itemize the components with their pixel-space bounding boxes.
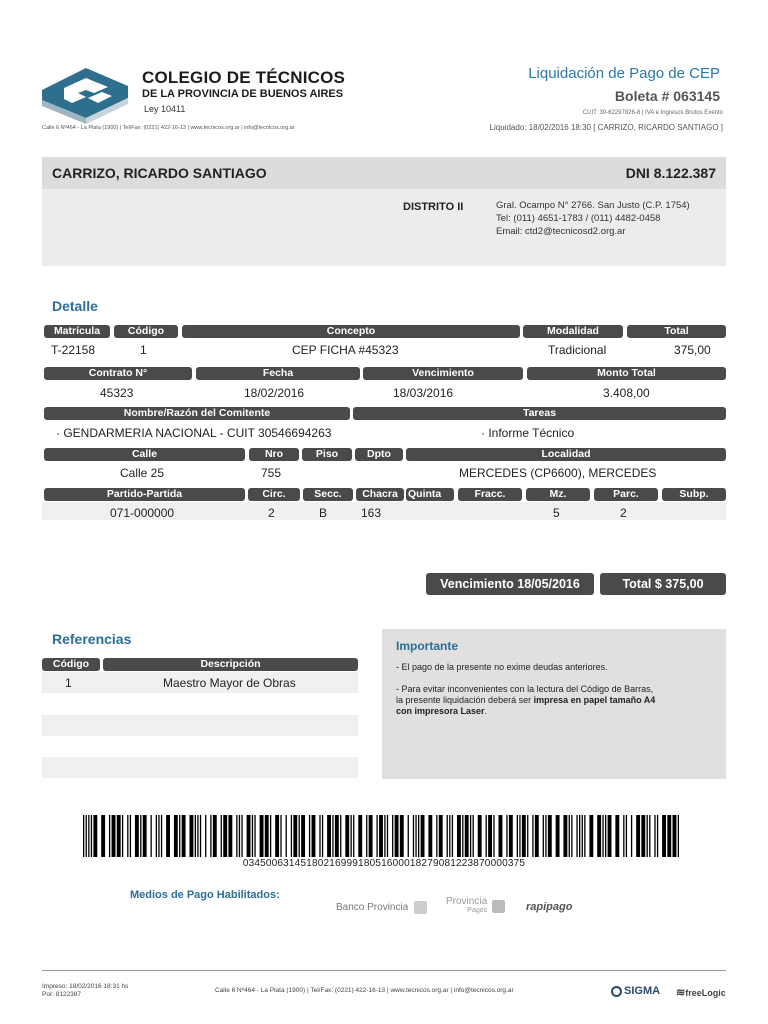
importante-line-2e: . — [484, 706, 488, 716]
barcode-bar — [327, 815, 331, 857]
barcode-bar — [473, 815, 474, 857]
barcode-bar — [166, 815, 170, 857]
ref-empty-row — [42, 715, 358, 736]
td-localidad: MERCEDES (CP6600), MERCEDES — [459, 466, 657, 480]
importante-line-2 — [396, 684, 696, 717]
barcode-bar — [197, 815, 198, 857]
barcode-bar — [280, 815, 281, 857]
th-monto-total: Monto Total — [527, 367, 726, 380]
th-circ: Circ. — [248, 488, 300, 501]
barcode-bar — [449, 815, 450, 857]
barcode-bar — [493, 815, 494, 857]
org-law: Ley 10411 — [144, 104, 186, 114]
barcode-bar — [673, 815, 677, 857]
barcode-bar — [379, 815, 383, 857]
barcode-bar — [589, 815, 593, 857]
ref-empty-row — [42, 757, 358, 778]
th-chacra: Chacra — [356, 488, 404, 501]
barcode-bar — [418, 815, 419, 857]
importante-line-2b-wrap — [396, 695, 696, 706]
barcode-bar — [631, 815, 632, 857]
importante-line-1: - El pago de la presente no exime deudas anteriores. — [396, 662, 608, 672]
importante-line-2d: con impresora Laser — [396, 706, 485, 716]
header-address: Calle 6 Nº464 - La Plata (1900) | Tel/Fax: (0221) 422-16-13 | www.tecnicos.org.ar | info@tecnicos.org.ar — [42, 125, 295, 131]
barcode-bar — [556, 815, 560, 857]
barcode-bar — [353, 815, 354, 857]
barcode-bar — [413, 815, 414, 857]
barcode-bar — [667, 815, 671, 857]
td-secc: B — [319, 506, 328, 520]
pagos-text: Pagos — [467, 907, 488, 914]
barcode-bar — [597, 815, 601, 857]
document-title: Liquidación de Pago de CEP — [528, 65, 720, 82]
barcode-bar — [112, 815, 116, 857]
liquidado-info: Liquidado: 18/02/2016 18:30 [ CARRIZO, RICARDO SANTIAGO ] — [489, 123, 723, 132]
th-vencimiento: Vencimiento — [363, 367, 523, 380]
importante-title: Importante — [396, 639, 459, 653]
barcode-bar — [447, 815, 448, 857]
barcode-bar — [83, 815, 84, 857]
th-secc: Secc. — [303, 488, 353, 501]
th-localidad: Localidad — [406, 448, 726, 461]
barcode-bar — [387, 815, 388, 857]
barcode-image — [83, 815, 679, 857]
th-comitente: Nombre/Razón del Comitente — [44, 407, 350, 420]
td-circ: 2 — [268, 506, 275, 520]
barcode-bar — [319, 815, 320, 857]
barcode-bar — [439, 815, 443, 857]
td-modalidad: Tradicional — [548, 343, 607, 357]
importante-line-2c: impresa en papel tamaño A4 — [533, 695, 656, 705]
barcode-bar — [465, 815, 469, 857]
barcode-bar — [369, 815, 373, 857]
barcode-bar — [678, 815, 679, 857]
barcode-bar — [436, 815, 437, 857]
rapipago-logo: rapipago — [526, 901, 573, 913]
banco-provincia-icon — [414, 901, 427, 914]
barcode-bar — [535, 815, 539, 857]
colegio-logo-icon — [42, 62, 128, 124]
barcode-bar — [312, 815, 316, 857]
barcode-bar — [626, 815, 627, 857]
barcode-bar — [457, 815, 461, 857]
provincia-pagos-logo — [446, 897, 505, 915]
barcode-bar — [275, 815, 279, 857]
importante-line-2d-wrap — [396, 706, 696, 717]
barcode-bar — [499, 815, 503, 857]
td-vencimiento: 18/03/2016 — [393, 386, 454, 400]
ref-codigo: 1 — [65, 676, 72, 690]
th-mz: Mz. — [526, 488, 590, 501]
distrito-address: Gral. Ocampo N° 2766. San Justo (C.P. 1754) — [496, 200, 690, 211]
th-codigo: Código — [114, 325, 178, 338]
barcode-bar — [332, 815, 333, 857]
barcode-bar — [213, 815, 217, 857]
barcode-bar — [602, 815, 603, 857]
distrito-info — [496, 199, 713, 238]
barcode-bar — [86, 815, 87, 857]
sigma-text: SIGMA — [624, 985, 661, 997]
person-name: CARRIZO, RICARDO SANTIAGO — [52, 165, 267, 181]
barcode-bar — [641, 815, 645, 857]
barcode-bar — [428, 815, 432, 857]
td-comitente: · GENDARMERIA NACIONAL - CUIT 30546694263 — [56, 426, 332, 440]
barcode-bar — [527, 815, 528, 857]
barcode-bar — [649, 815, 650, 857]
provincia-pagos-icon — [492, 900, 505, 913]
vencimiento-badge: Vencimiento 18/05/2016 — [426, 573, 594, 595]
banco-provincia-text: Banco Provincia — [336, 902, 409, 914]
importante-line-2a: - Para evitar inconvenientes con la lectura del Código de Barras, — [396, 684, 654, 694]
th-subp: Subp. — [662, 488, 726, 501]
td-mz: 5 — [553, 506, 560, 520]
barcode-bar — [532, 815, 533, 857]
cuit-info: CUIT: 30-62297826-8 | IVA e Ingresos Brutos Exento — [582, 110, 723, 116]
barcode-bar — [270, 815, 271, 857]
org-subtitle: DE LA PROVINCIA DE BUENOS AIRES — [142, 88, 344, 100]
td-tareas: · Informe Técnico — [481, 426, 575, 440]
footer-impreso: Impreso: 18/02/2016 18:31 hs — [42, 983, 129, 990]
barcode-bar — [254, 815, 255, 857]
barcode-bar — [654, 815, 655, 857]
barcode-number: 0345006314518021699918051600018279081223870000375 — [242, 858, 526, 869]
th-modalidad: Modalidad — [523, 325, 623, 338]
barcode-bar — [636, 815, 640, 857]
barcode-bar — [293, 815, 297, 857]
detalle-title: Detalle — [52, 298, 98, 314]
importante-line-2b: la presente liquidación deberá ser — [396, 695, 534, 705]
barcode-bar — [366, 815, 367, 857]
barcode-bar — [345, 815, 349, 857]
org-name: COLEGIO DE TÉCNICOS — [142, 68, 346, 87]
barcode-bar — [88, 815, 89, 857]
barcode-bar — [301, 815, 305, 857]
td-contrato: 45323 — [100, 386, 134, 400]
barcode-bar — [228, 815, 232, 857]
th-fracc: Fracc. — [458, 488, 522, 501]
barcode-bar — [571, 815, 572, 857]
barcode-bar — [135, 815, 139, 857]
barcode-bar — [488, 815, 492, 857]
barcode-bar — [478, 815, 482, 857]
barcode-bar — [576, 815, 577, 857]
th-parc: Parc. — [594, 488, 658, 501]
td-nro: 755 — [261, 466, 282, 480]
td-fecha: 18/02/2016 — [244, 386, 305, 400]
barcode-bar — [299, 815, 300, 857]
barcode-bar — [615, 815, 619, 857]
td-partido-partida: 071-000000 — [110, 506, 175, 520]
barcode-bar — [522, 815, 526, 857]
barcode-bar — [384, 815, 385, 857]
footer-address: Calle 6 Nº464 - La Plata (1900) | Tel/Fax: (0221) 422-16-13 | www.tecnicos.org.ar | info@tecnicos.org.ar — [215, 987, 514, 994]
barcode-bar — [182, 815, 186, 857]
footer-divider — [42, 970, 726, 971]
provincia-pagos-text — [446, 897, 487, 915]
th-ref-codigo: Código — [42, 658, 100, 671]
barcode-bar — [340, 815, 341, 857]
th-matricula: Matrícula — [44, 325, 110, 338]
freelogic-text: freeLogic — [685, 988, 726, 998]
th-nro: Nro — [249, 448, 299, 461]
barcode-bar — [657, 815, 658, 857]
barcode-bar — [189, 815, 193, 857]
barcode-bar — [421, 815, 425, 857]
freelogic-icon: ≋ — [676, 987, 686, 999]
barcode-bar — [517, 815, 518, 857]
freelogic-logo — [676, 986, 726, 999]
barcode-bar — [647, 815, 648, 857]
th-contrato: Contrato N° — [44, 367, 192, 380]
barcode-bar — [158, 815, 159, 857]
barcode-bar — [322, 815, 323, 857]
barcode-bar — [101, 815, 105, 857]
barcode-bar — [161, 815, 162, 857]
total-badge: Total $ 375,00 — [600, 573, 726, 595]
barcode-bar — [117, 815, 121, 857]
barcode-bar — [260, 815, 264, 857]
barcode-bar — [358, 815, 362, 857]
barcode-bar — [462, 815, 463, 857]
provincia-text: Provincia — [446, 896, 488, 907]
barcode-bar — [241, 815, 242, 857]
td-concepto: CEP FICHA #45323 — [292, 343, 399, 357]
th-concepto: Concepto — [182, 325, 520, 338]
th-calle: Calle — [44, 448, 245, 461]
barcode-bar — [335, 815, 339, 857]
barcode-bar — [395, 815, 399, 857]
barcode-bar — [392, 815, 393, 857]
distrito-label: DISTRITO II — [403, 201, 464, 213]
td-total: 375,00 — [674, 343, 711, 357]
th-total: Total — [627, 325, 726, 338]
barcode-bar — [239, 815, 240, 857]
barcode-bar — [130, 815, 131, 857]
th-quinta: Quinta — [406, 488, 454, 501]
medios-de-pago-label: Medios de Pago Habilitados: — [130, 889, 280, 901]
barcode-bar — [543, 815, 544, 857]
td-calle: Calle 25 — [120, 466, 165, 480]
barcode-bar — [509, 815, 513, 857]
barcode-bar — [236, 815, 237, 857]
barcode-bar — [584, 815, 585, 857]
barcode-bar — [452, 815, 453, 857]
barcode-bar — [127, 815, 128, 857]
barcode-bar — [579, 815, 580, 857]
barcode-bar — [569, 815, 570, 857]
footer-por: Por: 8122387 — [42, 991, 82, 998]
barcode-bar — [486, 815, 487, 857]
td-chacra: 163 — [361, 506, 382, 520]
td-monto-total: 3.408,00 — [603, 386, 650, 400]
ref-descripcion: Maestro Mayor de Obras — [163, 676, 296, 690]
barcode-bar — [545, 815, 546, 857]
barcode-bar — [548, 815, 552, 857]
barcode-bar — [376, 815, 377, 857]
barcode-bar — [519, 815, 520, 857]
barcode-bar — [400, 815, 404, 857]
td-codigo: 1 — [140, 343, 147, 357]
barcode-bar — [252, 815, 253, 857]
barcode-bar — [608, 815, 612, 857]
th-partido-partida: Partido-Partida — [44, 488, 245, 501]
td-matricula: T-22158 — [51, 343, 96, 357]
distrito-email: Email: ctd2@tecnicosd2.org.ar — [496, 226, 626, 237]
barcode-bar — [265, 815, 269, 857]
referencias-title: Referencias — [52, 631, 132, 647]
distrito-tel: Tel: (011) 4651-1783 / (011) 4482-0458 — [496, 213, 661, 224]
th-piso: Piso — [302, 448, 352, 461]
barcode-bar — [210, 815, 211, 857]
barcode-bar — [415, 815, 416, 857]
barcode-bar — [286, 815, 287, 857]
boleta-number: Boleta # 063145 — [614, 88, 720, 104]
barcode-bar — [662, 815, 666, 857]
barcode-bar — [143, 815, 147, 857]
sigma-logo — [611, 985, 660, 997]
th-ref-descripcion: Descripción — [103, 658, 358, 671]
td-parc: 2 — [620, 506, 627, 520]
barcode-bar — [91, 815, 92, 857]
barcode-bar — [200, 815, 201, 857]
barcode-bar — [223, 815, 227, 857]
barcode-bar — [205, 815, 206, 857]
barcode-bar — [174, 815, 178, 857]
th-fecha: Fecha — [196, 367, 360, 380]
barcode-bar — [122, 815, 123, 857]
barcode-bar — [309, 815, 310, 857]
barcode-bar — [291, 815, 292, 857]
barcode-bar — [179, 815, 180, 857]
barcode-bar — [151, 815, 152, 857]
barcode-bar — [195, 815, 196, 857]
barcode-bar — [350, 815, 351, 857]
barcode-bar — [109, 815, 110, 857]
barcode-bar — [623, 815, 624, 857]
barcode-bar — [221, 815, 222, 857]
barcode-bar — [582, 815, 583, 857]
barcode-bar — [506, 815, 507, 857]
barcode-bar — [156, 815, 157, 857]
sigma-icon — [611, 986, 622, 997]
barcode-bar — [408, 815, 409, 857]
barcode-bar — [140, 815, 141, 857]
th-tareas: Tareas — [353, 407, 726, 420]
th-dpto: Dpto — [355, 448, 403, 461]
barcode-bar — [470, 815, 471, 857]
banco-provincia-logo — [336, 901, 427, 914]
barcode-bar — [605, 815, 606, 857]
barcode-bar — [563, 815, 567, 857]
barcode-bar — [247, 815, 251, 857]
person-dni: DNI 8.122.387 — [625, 165, 716, 181]
barcode-bar — [93, 815, 97, 857]
